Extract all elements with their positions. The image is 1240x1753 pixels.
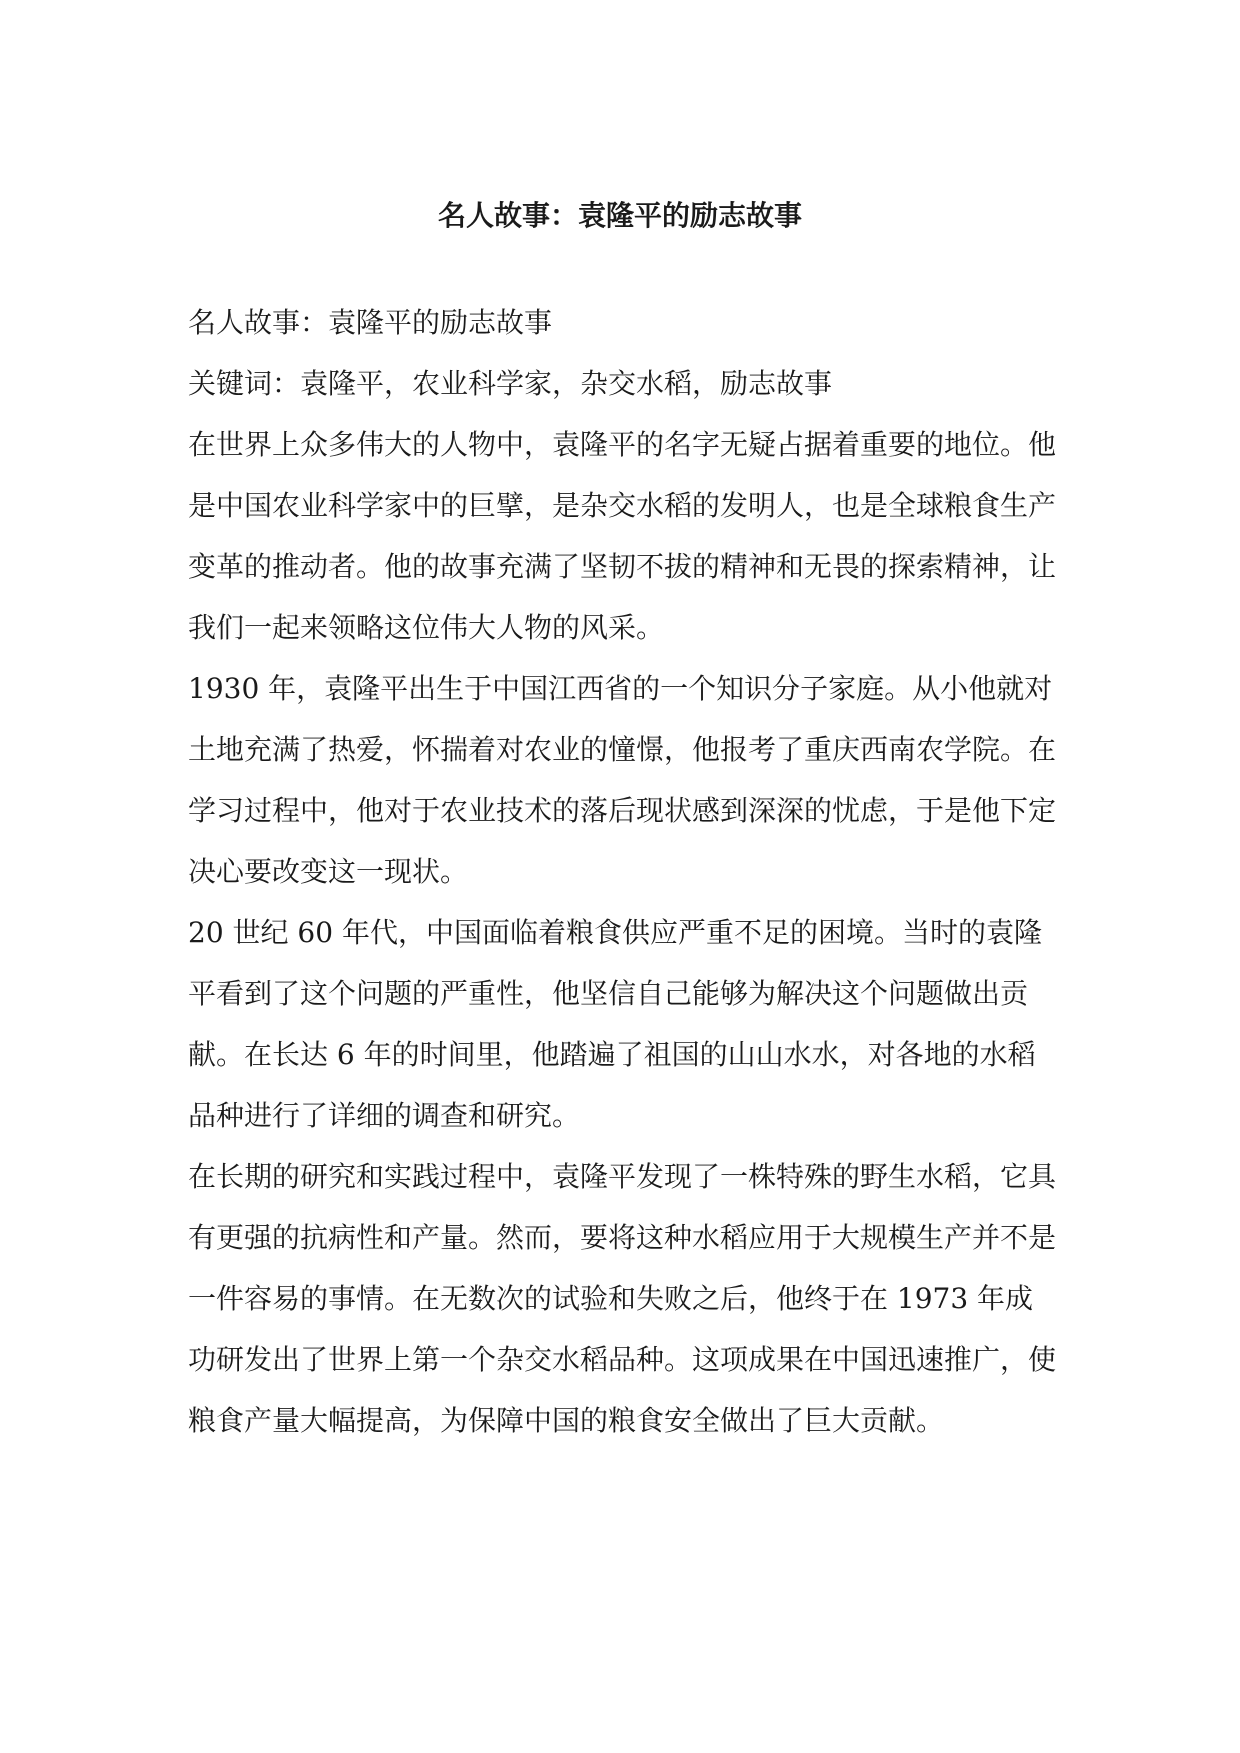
breakthrough-paragraph: 在长期的研究和实践过程中，袁隆平发现了一株特殊的野生水稻，它具有更强的抗病性和产量。然而，要将这种水稻应用于大规模生产并不是一件容易的事情。在无数次的试验和失败之后，他终于在 1973 年成功研发出了世界上第一个杂交水稻品种。这项成果在中国迅速推广，使粮食产量大幅提高，为保障中国的粮食安全做出了巨大贡献。: [188, 1160, 1057, 1437]
document-body: [188, 292, 1058, 1451]
research-paragraph: 20 世纪 60 年代，中国面临着粮食供应严重不足的困境。当时的袁隆平看到了这个问题的严重性，他坚信自己能够为解决这个问题做出贡献。在长达 6 年的时间里，他踏遍了祖国的山山水水，对各地的水稻品种进行了详细的调查和研究。: [188, 916, 1042, 1132]
early-life-paragraph: 1930 年，袁隆平出生于中国江西省的一个知识分子家庭。从小他就对土地充满了热爱，怀揣着对农业的憧憬，他报考了重庆西南农学院。在学习过程中，他对于农业技术的落后现状感到深深的忧虑，于是他下定决心要改变这一现状。: [188, 672, 1057, 888]
keywords-paragraph: 关键词：袁隆平，农业科学家，杂交水稻，励志故事: [188, 367, 833, 400]
intro-paragraph: 在世界上众多伟大的人物中，袁隆平的名字无疑占据着重要的地位。他是中国农业科学家中的巨擘，是杂交水稻的发明人，也是全球粮食生产变革的推动者。他的故事充满了坚韧不拔的精神和无畏的探索精神，让我们一起来领略这位伟大人物的风采。: [188, 428, 1057, 644]
document-title: 名人故事：袁隆平的励志故事: [437, 199, 802, 232]
subtitle-paragraph: 名人故事：袁隆平的励志故事: [188, 306, 553, 339]
